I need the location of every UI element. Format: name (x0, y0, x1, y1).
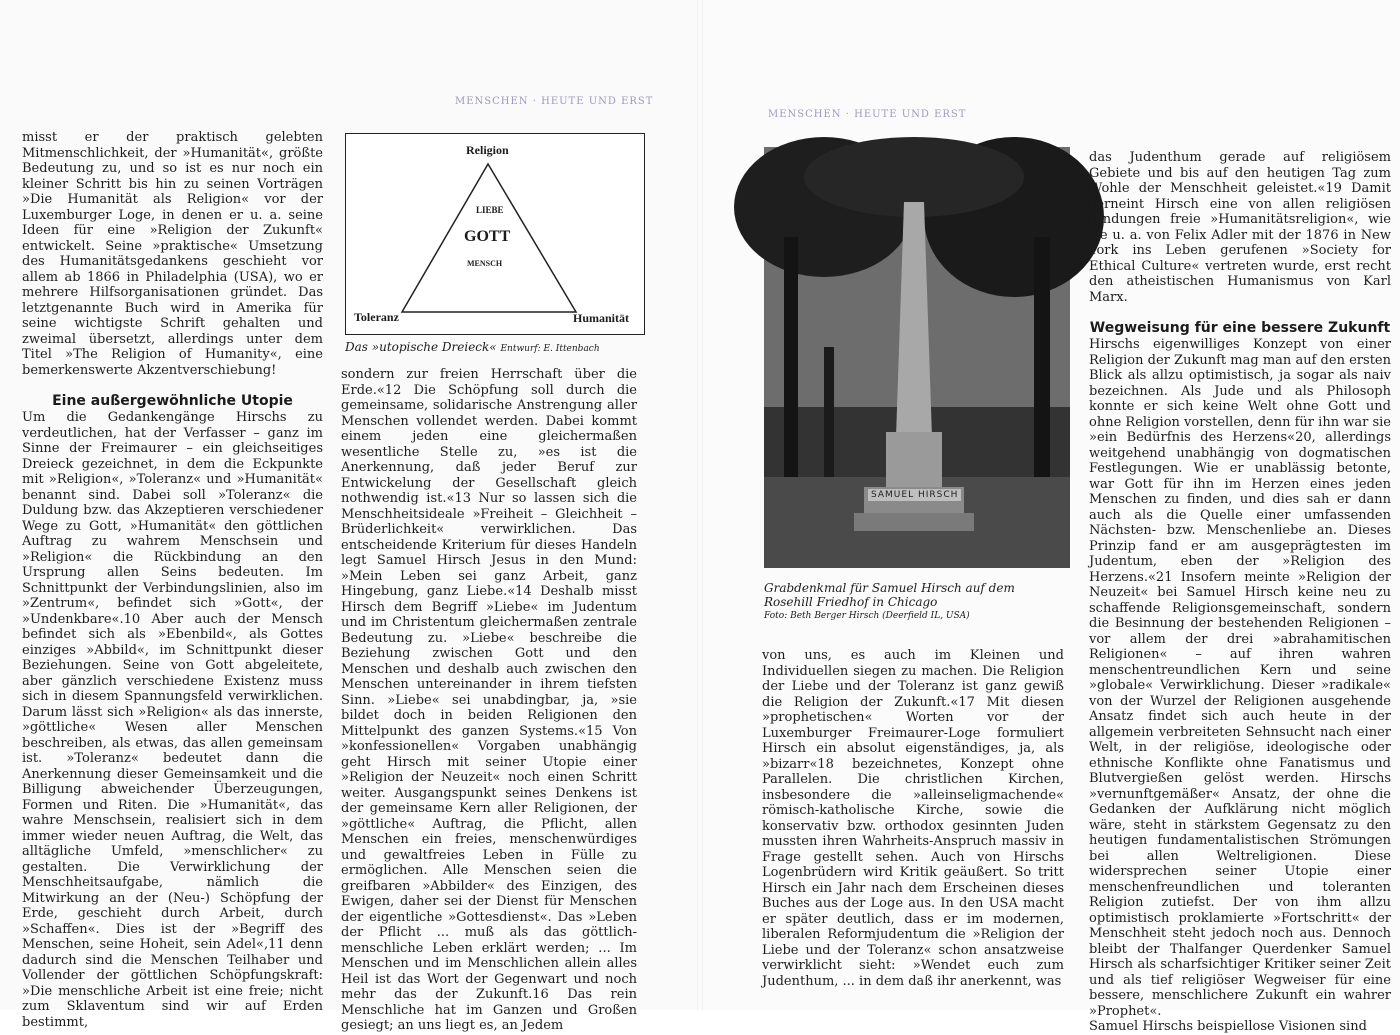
page-gutter (697, 0, 703, 1010)
label-gott: GOTT (464, 228, 511, 245)
label-toleranz: Toleranz (354, 310, 399, 324)
col1-intro: misst er der praktisch gelebten Mitmenschlichkeit, der »Humanität«, größte Bedeutung zu, und so ist es nur noch ein kleiner Schritt bis hin zu seinen Vorträgen »Die Humanität als Religion« vor der Luxemburger Loge, in denen er u. a. seine Ideen für eine »Religion der Zukunft« entwickelt. Seine »praktische« Umsetzung des Humanitätsgedankens geschieht vor allem ab 1866 in Philadelphia (USA), wo er mehrere Hilfsorganisationen gründet. Das letztgenannte Buch wird in Amerika für seine wichtigste Schrift gehalten und zweimal übersetzt, allerdings unter dem Titel »The Religion of Humanity«, eine bemerkenswerte Akzentverschiebung! (22, 130, 323, 378)
col3-body: von uns, es auch im Kleinen und Individuellen siegen zu machen. Die Religion der Liebe und der Toleranz ist ganz gewiß die Religion der Zukunft.«17 Mit diesen »prophetischen« Worten vor der Luxemburger Freimaurer-Loge formuliert Hirsch ein absolut eigenständiges, ja, als »bizarr«18 bezeichnetes, Konzept ohne Parallelen. Die christlichen Kirchen, insbesondere die »alleinseligmachende« römisch-katholische Kirche, sowie die konservativ bzw. orthodox gesinnten Juden mussten ihren Wahrheits-Anspruch massiv in Frage gestellt sehen. Auch von Hirschs Logenbrüdern wird Kritik geäußert. So tritt Hirsch ein Jahr nach dem Erscheinen dieses Buches aus der Loge aus. In den USA macht er später deutlich, dass er im modernen, liberalen Reformjudentum die »Religion der Liebe und der Toleranz« schon ansatzweise verwirklicht sieht: »Wendet euch zum Judenthum, ... in dem daß ihr anerkennt, was (762, 648, 1064, 989)
photo-caption-text: Grabdenkmal für Samuel Hirsch auf dem Rosehill Friedhof in Chicago (764, 581, 1015, 609)
grave-photo (764, 147, 1070, 568)
right-running-head: MENSCHEN · HEUTE UND ERST (768, 109, 967, 120)
col2-body: sondern zur freien Herrschaft über die Erde.«12 Die Schöpfung soll durch die gemeinsame, solidarische Anstrengung aller Menschen vollendet werden. Dabei kommt einem jeden eine gleichermaßen wesentliche Stelle zu, »es ist die Anerkennung, daß jeder Beruf zur Entwickelung der Gesellschaft gleich nothwendig ist.«13 Nur so lassen sich die Menschheitsideale »Freiheit – Gleichheit – Brüderlichkeit« verwirklichen. Das entscheidende Kriterium für dieses Handeln legt Samuel Hirsch Jesus in den Mund: »Mein Leben sei ganz Arbeit, ganz Hingebung, ganz Liebe.«14 Deshalb misst Hirsch dem Begriff »Liebe« im Judentum und im Christentum gleichermaßen zentrale Bedeutung zu. »Liebe« beschreibe die Beziehung zwischen Gott und den Menschen und deshalb auch zwischen den Menschen untereinander in ihrem tiefsten Sinn. »Liebe« sei unabdingbar, ja, »sie bildet doch in beiden Religionen den Mittelpunkt des ganzen Systems.«15 Von »konfessionellen« Vorgaben unabhängig geht Hirsch mit seiner Utopie einer »Religion der Neuzeit« noch einen Schritt weiter. Ausgangspunkt seines Denkens ist der gemeinsame Kern aller Religionen, der »göttliche« Auftrag, die Pflicht, allen Menschen ein freies, menschenwürdiges und gewaltfreies Leben in Fülle zu ermöglichen. Alle Menschen seien die greifbaren »Abbilder« des Einzigen, des Ewigen, daher sei der Dienst für Menschen der eigentliche »Gottesdienst«. Das »Leben der Pflicht ... muß als das göttlich-menschliche Leben erklärt werden; ... Im Menschen und im Menschlichen allein alles Heil ist das Wort der Gegenwart und noch mehr das der Zukunft.16 Das rein Menschliche hat im Ganzen und Großen gesiegt; an uns liegt es, an Jedem (341, 367, 637, 1033)
photo-credit: Foto: Beth Berger Hirsch (Deerfield IL, USA) (764, 611, 970, 621)
col4-intro: das Judenthum gerade auf religiösem Gebiete und bis auf den heutigen Tag zum Wohle der Menschheit geleistet.«19 Damit verneint Hirsch eine von allen religiösen Bindungen freie »Humanitätsreligion«, wie sie u. a. von Felix Adler mit der 1876 in New York ins Leben gerufenen »Society for Ethical Culture« vertreten wurde, erst recht den atheistischen Humanismus von Karl Marx. (1089, 150, 1391, 305)
column-4 (1089, 150, 1391, 1034)
label-mensch: MENSCH (467, 259, 503, 268)
figure-caption (345, 340, 645, 356)
section-heading-utopie: Eine außergewöhnliche Utopie (52, 393, 293, 409)
label-liebe: LIEBE (476, 205, 504, 215)
figure-credit: Entwurf: E. Ittenbach (500, 344, 600, 354)
label-religion: Religion (466, 143, 509, 157)
triangle-figure (345, 133, 645, 335)
col4-body: Hirschs eigenwilliges Konzept von einer Religion der Zukunft mag man auf den ersten Blick als allzu optimistisch, ja sogar als naiv bezeichnen. Als Jude und als Philosoph konnte er sich keine Welt ohne Gott und ohne Religion vorstellen, denn für ihn war sie »ein Bedürfnis des Herzens«20, allerdings weitgehend unabhängig von dogmatischen Festlegungen. Wie er unablässig betonte, war Gott für ihn im Herzen eines jeden Menschen zu finden, und dies sah er dann auch als die Quelle einer umfassenden Nächsten- bzw. Menschenliebe an. Dieses Prinzip fand er am ausgeprägtesten im Judentum, eben der »Religion des Herzens.«21 Insofern meinte »Religion der Neuzeit« bei Samuel Hirsch keine neu zu schaffende Religionsgemeinschaft, sondern die Besinnung der bestehenden Religionen – vor allem der drei »abrahamitischen Religionen« – auf ihren wahren menschentreundlichen Kern und seine »globale« Verwirklichung. Dieser »radikale« von der Wurzel der Religionen ausgehende Ansatz findet sich auch heute in der allgemein verbreiteten Sehnsucht nach einer Welt, in der religiöse, ideologische oder ethnische Konflikte ohne Fanatismus und Blutvergießen gelöst werden. Hirschs »vernunftgemäßer« Ansatz, der ohne die Gedanken der Aufklärung nicht möglich wäre, steht in stärkstem Gegensatz zu den heutigen fundamentalistischen Strömungen bei allen Weltreligionen. Diese widersprechen seiner Utopie einer menschenfreundlichen und toleranten Religion zutiefst. Der von ihm allzu optimistisch proklamierte »Fortschritt« der Menschheit steht jedoch noch aus. Dennoch bleibt der Thalfanger Querdenker Samuel Hirsch als scharfsichtiger Kritiker seiner Zeit und als tief religiöser Wegweiser für eine bessere, menschlichere Zukunft ein wahrer »Prophet«. (1089, 337, 1391, 1019)
left-running-head: MENSCHEN · HEUTE UND ERST (455, 96, 654, 107)
figure-caption-text: Das »utopische Dreieck« (345, 340, 497, 354)
grave-photo-image (764, 147, 1070, 568)
section-heading-wegweisung: Wegweisung für eine bessere Zukunft (1089, 320, 1391, 336)
photo-caption (764, 581, 1064, 623)
col1-body: Um die Gedankengänge Hirschs zu verdeutlichen, hat der Verfasser – ganz im Sinne der Freimaurer – ein gleichseitiges Dreieck gezeichnet, in dem die Eckpunkte mit »Religion«, »Toleranz« und »Humanität« benannt sind. Dabei soll »Toleranz« die Duldung bzw. das Akzeptieren verschiedener Wege zu Gott, »Humanität« den göttlichen Auftrag zu wahrem Menschsein und »Religion« die Rückbindung an den Ursprung allen Seins bedeuten. Im Schnittpunkt der Verbindungslinien, also im »Zentrum«, befindet sich »Gott«, der »Undenkbare«.10 Aber auch der Mensch befindet sich als »Ebenbild«, als Gottes einziges »Abbild«, im Schnittpunkt dieser Beziehungen. Seine von Gott abgeleitete, aber gänzlich verschiedene Existenz muss sich in diesem Spannungsfeld verwirklichen. Darum lässt sich »Religion« als das innerste, »göttliche« Wesen aller Menschen beschreiben, als etwas, das allen gemeinsam ist. »Toleranz« bedeutet dann die Anerkennung dieser Gemeinsamkeit und die Billigung abweichender Überzeugungen, Formen und Riten. Die »Humanität«, das wahre Menschsein, realisiert sich in dem immer wieder neuen Auftrag, die Welt, das alltägliche Umfeld, »menschlicher« zu gestalten. Die Verwirklichung der Menschheitsaufgabe, nämlich die Mitwirkung an der (Neu-) Schöpfung der Erde, geschieht durch Arbeit, durch »Schaffen«. Dies ist der »Begriff des Menschen, seine Hoheit, sein Adel«,11 denn dadurch sind die Menschen Teilhaber und Vollender der göttlichen Schöpfungskraft: »Die menschliche Arbeit ist eine freie; nicht zum Sklaventum sind wir auf Erden bestimmt, (22, 410, 323, 1030)
column-1 (22, 130, 323, 1030)
col4-last-line: Samuel Hirschs beispiellose Visionen sind (1089, 1019, 1367, 1034)
column-2 (341, 367, 637, 1033)
label-humanitaet: Humanität (573, 311, 630, 325)
grave-inscription: SAMUEL HIRSCH (868, 489, 961, 501)
column-3 (762, 648, 1064, 989)
